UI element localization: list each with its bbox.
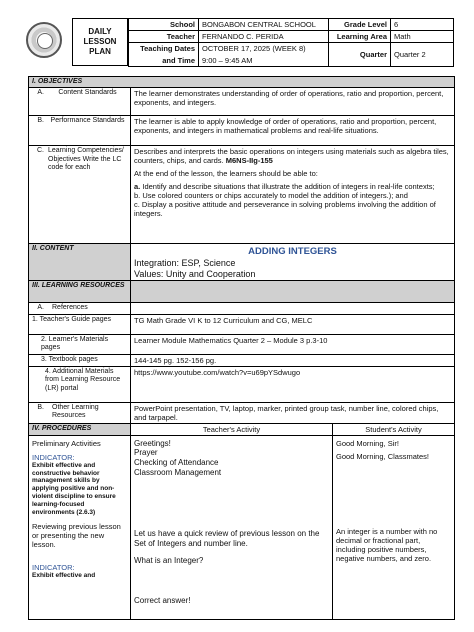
indicator-text-2: Exhibit effective and [32, 572, 96, 580]
teachers-guide-label: 1. Teacher's Guide pages [29, 314, 131, 334]
teacher-greetings: Greetings! [134, 438, 171, 448]
textbook-row [29, 354, 455, 366]
teacher-label: Teacher [129, 31, 199, 43]
header-row [129, 19, 454, 31]
textbook-text: 144-145 pg. 152-156 pg. [131, 354, 455, 366]
references-value [131, 303, 455, 314]
content-standards-label [29, 88, 131, 116]
student-greeting: Good Morning, Sir! [336, 438, 399, 448]
teacher-feedback: Correct answer! [134, 595, 191, 605]
content-standards-text: The learner demonstrates understanding of order of operations, ratio and proportion, percent, exponents, and integers. [131, 88, 455, 116]
content-cell [131, 244, 455, 281]
values-text: Values: Unity and Cooperation [134, 268, 256, 279]
references-label-text: References [52, 304, 88, 312]
other-resources-label [29, 402, 131, 423]
performance-standards-row [29, 116, 455, 146]
preliminary-activities-row [29, 435, 455, 619]
objectives-intro: At the end of the lesson, the learners should be able to: [134, 169, 318, 179]
learning-area-label: Learning Area [329, 31, 391, 43]
objective-a-text: Identify and describe situations that illustrate the addition of integers in real-life contexts; [142, 182, 435, 192]
procedures-heading: IV. PROCEDURES [29, 423, 131, 435]
quarter-label: Quarter [329, 43, 391, 67]
teacher-attendance: Checking of Attendance [134, 457, 219, 467]
learners-materials-label: 2. Learner's Materials pages [29, 334, 131, 354]
performance-standards-label-text: Performance Standards [50, 117, 125, 125]
teaching-dates-value: OCTOBER 17, 2025 (WEEK 8) [199, 43, 329, 55]
indicator-text: Exhibit effective and constructive behavior management skills by applying positive and non-violent discipline to ensure learning-focused environments (2.6.3) [32, 461, 116, 516]
references-label [29, 303, 131, 314]
competency-code: M6NS-IIg-155 [225, 156, 273, 166]
student-answer: An integer is a number with no decimal or fractional part, including positive numbers, negative numbers, and zero. [336, 526, 438, 563]
other-resources-label-text: Other Learning Resources [52, 403, 99, 420]
preliminary-activities-cell [29, 435, 131, 619]
plan-label-text: DAILY LESSON PLAN [83, 27, 117, 56]
teacher-activity-cell [131, 435, 333, 619]
competencies-label-text: Learning Competencies/ Objectives Write the LC code for each [48, 147, 124, 172]
teachers-guide-text: TG Math Grade VI K to 12 Curriculum and CG, MELC [131, 314, 455, 334]
objectives-section-row [29, 77, 455, 88]
resources-section-row [29, 281, 455, 303]
resources-heading-filler [131, 281, 455, 303]
indicator-heading: INDICATOR: [32, 452, 75, 462]
learners-materials-row [29, 334, 455, 354]
teaching-dates-label: Teaching Dates [129, 43, 199, 55]
teacher-classroom-management: Classroom Management [134, 467, 222, 477]
student-activity-heading: Student's Activity [333, 423, 455, 435]
resources-heading: III. LEARNING RESOURCES [29, 281, 131, 303]
references-row [29, 303, 455, 314]
other-resources-row [29, 402, 455, 423]
quarter-value: Quarter 2 [391, 43, 454, 67]
competencies-letter: C. [37, 147, 44, 155]
daily-lesson-plan-label [72, 18, 128, 66]
competencies-description: Describes and interprets the basic operations on integers using materials such as algebra tiles, counters, chips, and cards. [134, 147, 449, 166]
grade-level-value: 6 [391, 19, 454, 31]
performance-standards-label [29, 116, 131, 146]
header-info-table [128, 18, 454, 67]
content-heading: II. CONTENT [29, 244, 131, 281]
content-standards-row [29, 88, 455, 116]
competencies-row [29, 146, 455, 244]
competencies-text [134, 147, 451, 165]
teacher-review-prompt: Let us have a quick review of previous lesson on the Set of Integers and number line. [134, 529, 320, 548]
additional-materials-link[interactable]: https://www.youtube.com/watch?v=u69pYSdwugo [131, 366, 455, 402]
grade-level-label: Grade Level [329, 19, 391, 31]
procedures-section-row [29, 423, 455, 435]
school-value: BONGABON CENTRAL SCHOOL [199, 19, 329, 31]
reviewing-label: Reviewing previous lesson or presenting the new lesson. [32, 522, 121, 550]
teacher-prayer: Prayer [134, 448, 158, 458]
deped-seal-logo [26, 22, 62, 58]
time-label: and Time [129, 55, 199, 67]
objectives-heading: I. OBJECTIVES [29, 77, 455, 88]
additional-materials-label: 4. Additional Materials from Learning Resource (LR) portal [29, 366, 131, 402]
other-resources-letter: B. [37, 403, 44, 411]
performance-standards-letter: B. [37, 117, 44, 125]
learners-materials-text: Learner Module Mathematics Quarter 2 – Module 3 p.3-10 [131, 334, 455, 354]
references-letter: A. [37, 304, 44, 312]
performance-standards-text: The learner is able to apply knowledge of order of operations, ratio and proportion, percent, exponents, and integers in mathematical problems and real-life situations. [131, 116, 455, 146]
teachers-guide-row [29, 314, 455, 334]
content-standards-label-text: Content Standards [58, 89, 117, 97]
competencies-cell [131, 146, 455, 244]
teacher-question: What is an Integer? [134, 556, 204, 566]
lesson-plan-table [28, 76, 455, 620]
learning-area-value: Math [391, 31, 454, 43]
other-resources-text: PowerPoint presentation, TV, laptop, marker, printed group task, number line, colored chips, and tarpapel. [131, 402, 455, 423]
time-value: 9:00 – 9:45 AM [199, 55, 329, 67]
school-label: School [129, 19, 199, 31]
competencies-label [29, 146, 131, 244]
header-row [129, 43, 454, 55]
objective-b: b. Use colored counters or chips accurately to model the addition of integers.); and [134, 191, 408, 201]
lesson-plan-header [22, 18, 454, 66]
preliminary-activities-label: Preliminary Activities [32, 438, 101, 448]
additional-materials-row [29, 366, 455, 402]
objective-a-letter: a. [134, 182, 141, 192]
objective-c: c. Display a positive attitude and perseverance in solving problems involving the addition of integers. [134, 200, 436, 219]
teacher-activity-heading: Teacher's Activity [131, 423, 333, 435]
objective-a [134, 182, 451, 191]
teacher-value: FERNANDO C. PERIDA [199, 31, 329, 43]
textbook-label: 3. Textbook pages [29, 354, 131, 366]
header-row [129, 31, 454, 43]
integration-text: Integration: ESP, Science [134, 257, 236, 268]
content-row [29, 244, 455, 281]
student-activity-cell [333, 435, 455, 619]
student-greeting-classmates: Good Morning, Classmates! [336, 451, 429, 461]
lesson-title: ADDING INTEGERS [248, 246, 337, 258]
content-standards-letter: A. [37, 89, 44, 97]
indicator-heading-2: INDICATOR: [32, 563, 75, 573]
